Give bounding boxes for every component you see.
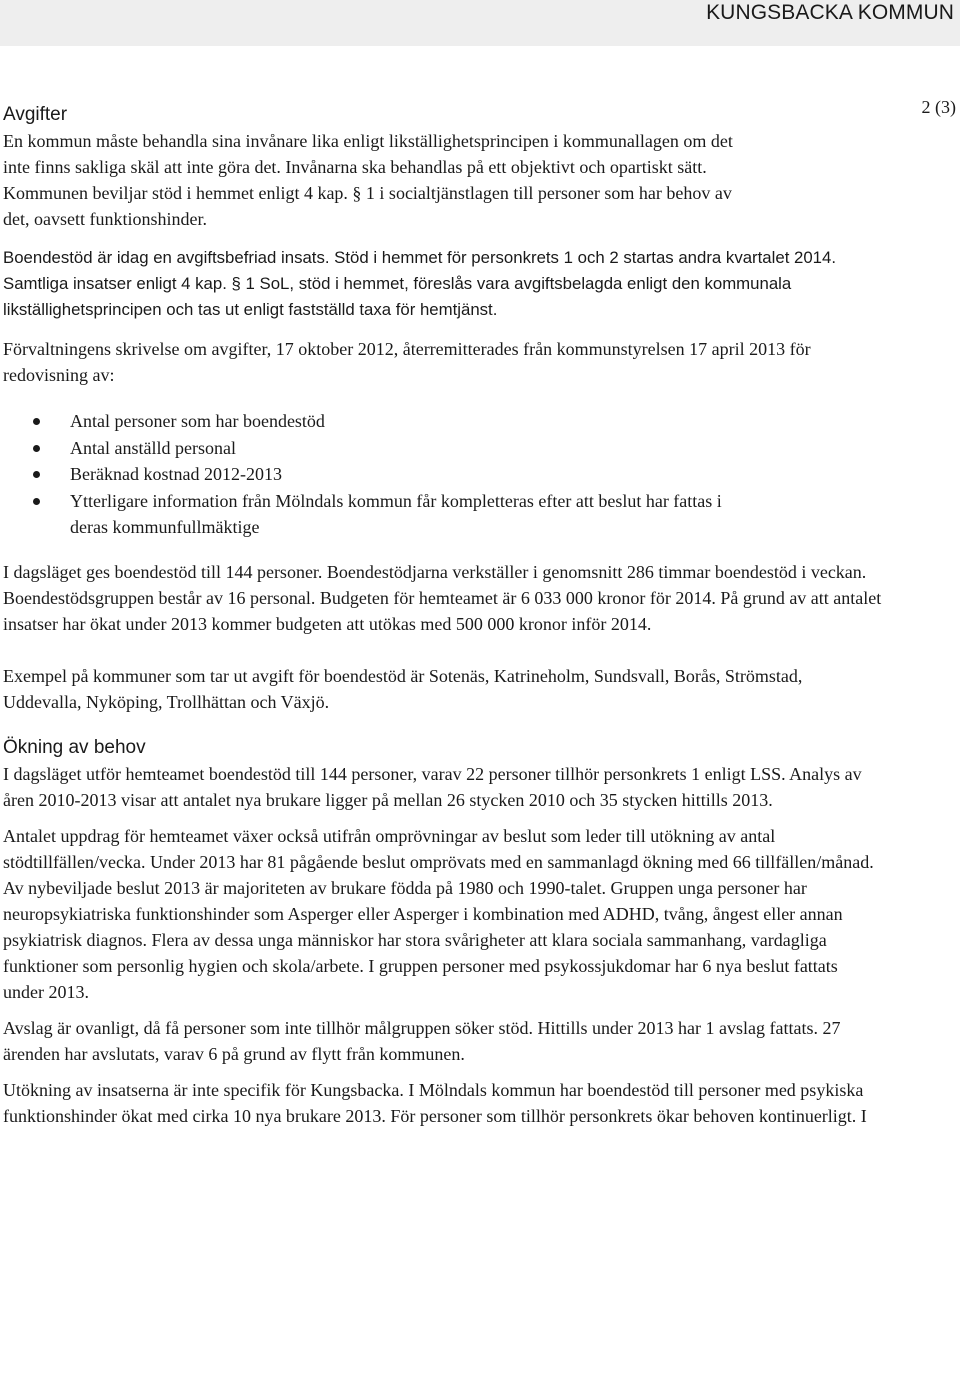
bullet-icon xyxy=(33,498,40,505)
page-number: 2 (3) xyxy=(921,97,956,117)
redovisning-list xyxy=(3,408,883,541)
section-heading-avgifter: Avgifter xyxy=(3,104,68,125)
paragraph-avslag: Avslag är ovanligt, då få personer som inte tillhör målgruppen söker stöd. Hittills under 2013 har 1 avslag fattats. 27 ärenden har avslutats, varav 6 på grund av flytt från kommunen. xyxy=(3,1017,841,1064)
paragraph-forvaltningens-skrivelse: Förvaltningens skrivelse om avgifter, 17 oktober 2012, återremitterades från kommunstyrelsen 17 april 2013 för redovisning av: xyxy=(3,339,811,385)
paragraph-uppdrag-hemteamet: Antalet uppdrag för hemteamet växer också utifrån omprövningar av beslut som leder till utökning av antal stödtillfällen/vecka. Under 2013 har 81 pågående beslut omprövats med en sammanlagd ökning med 66 tillfällen/månad. Av nybeviljade beslut 2013 är majoriteten av brukare födda på 1980 och 1990-talet. Gruppen unga personer har neuropsykiatriska funktionshinder som Asperger eller Asperger i kombination med ADHD, tvång, ångest eller annan psykiatrisk diagnos. Flera av dessa unga människor har stora svårigheter att klara sociala sammanhang, vardagliga funktioner som personlig hygien och skola/arbete. I gruppen personer med psykossjukdomar har 6 nya beslut fattats under 2013. xyxy=(3,825,874,1002)
organization-name: KUNGSBACKA KOMMUN xyxy=(706,1,954,24)
paragraph-likstallighet: En kommun måste behandla sina invånare lika enligt likställighetsprincipen i kommunallagen om det inte finns sakliga skäl att inte göra det. Invånarna ska behandlas på ett objektivt och opartiskt sätt. Kommunen beviljar stöd i hemmet enligt 4 kap. § 1 i socialtjänstlagen till personer som har behov av det, oavsett funktionshinder. xyxy=(3,131,733,229)
paragraph-hemteamet-brukare: I dagsläget utför hemteamet boendestöd till 144 personer, varav 22 personer tillhör personkrets 1 enligt LSS. Analys av åren 2010-2013 visar att antalet nya brukare ligger på mellan 26 stycken 2010 och 35 stycken hittills 2013. xyxy=(3,763,862,810)
document-body xyxy=(3,102,883,1129)
bullet-icon xyxy=(33,418,40,425)
paragraph-utokning-insatser: Utökning av insatserna är inte specifik för Kungsbacka. I Mölndals kommun har boendestöd till personer med psykiska funktionshinder ökat med cirka 10 nya brukare 2013. För personer som tillhör personkrets ökar behoven kontinuerligt. I xyxy=(3,1079,867,1126)
paragraph-exempel-kommuner: Exempel på kommuner som tar ut avgift för boendestöd är Sotenäs, Katrineholm, Sundsvall, Borås, Strömstad, Uddevalla, Nyköping, Trollhättan och Växjö. xyxy=(3,665,803,712)
paragraph-dagslaget: I dagsläget ges boendestöd till 144 personer. Boendestödjarna verkställer i genomsnitt 286 timmar boendestöd i veckan. Boendestödsgruppen består av 16 personal. Budgeten för hemteamet är 6 033 000 kronor för 2014. På grund av att antalet insatser har ökat under 2013 kommer budgeten att utökas med 500 000 kronor inför 2014. xyxy=(3,561,882,634)
bullet-icon xyxy=(33,445,40,452)
paragraph-boendestod-avgift: Boendestöd är idag en avgiftsbefriad insats. Stöd i hemmet för personkrets 1 och 2 startas andra kvartalet 2014. Samtliga insatser enligt 4 kap. § 1 SoL, stöd i hemmet, föreslås vara avgiftsbelagda enligt den kommunala likställighetsprincipen och tas ut enligt fastställd taxa för hemtjänst. xyxy=(3,248,837,319)
list-item: Beräknad kostnad 2012-2013 xyxy=(3,461,725,488)
list-item: Antal anställd personal xyxy=(3,435,725,462)
section-heading-okning-av-behov: Ökning av behov xyxy=(3,736,146,758)
list-item: Antal personer som har boendestöd xyxy=(3,408,725,435)
page-header xyxy=(0,0,960,46)
bullet-icon xyxy=(33,471,40,478)
list-item: Ytterligare information från Mölndals kommun får kompletteras efter att beslut har fattas i deras kommunfullmäktige xyxy=(3,488,725,541)
